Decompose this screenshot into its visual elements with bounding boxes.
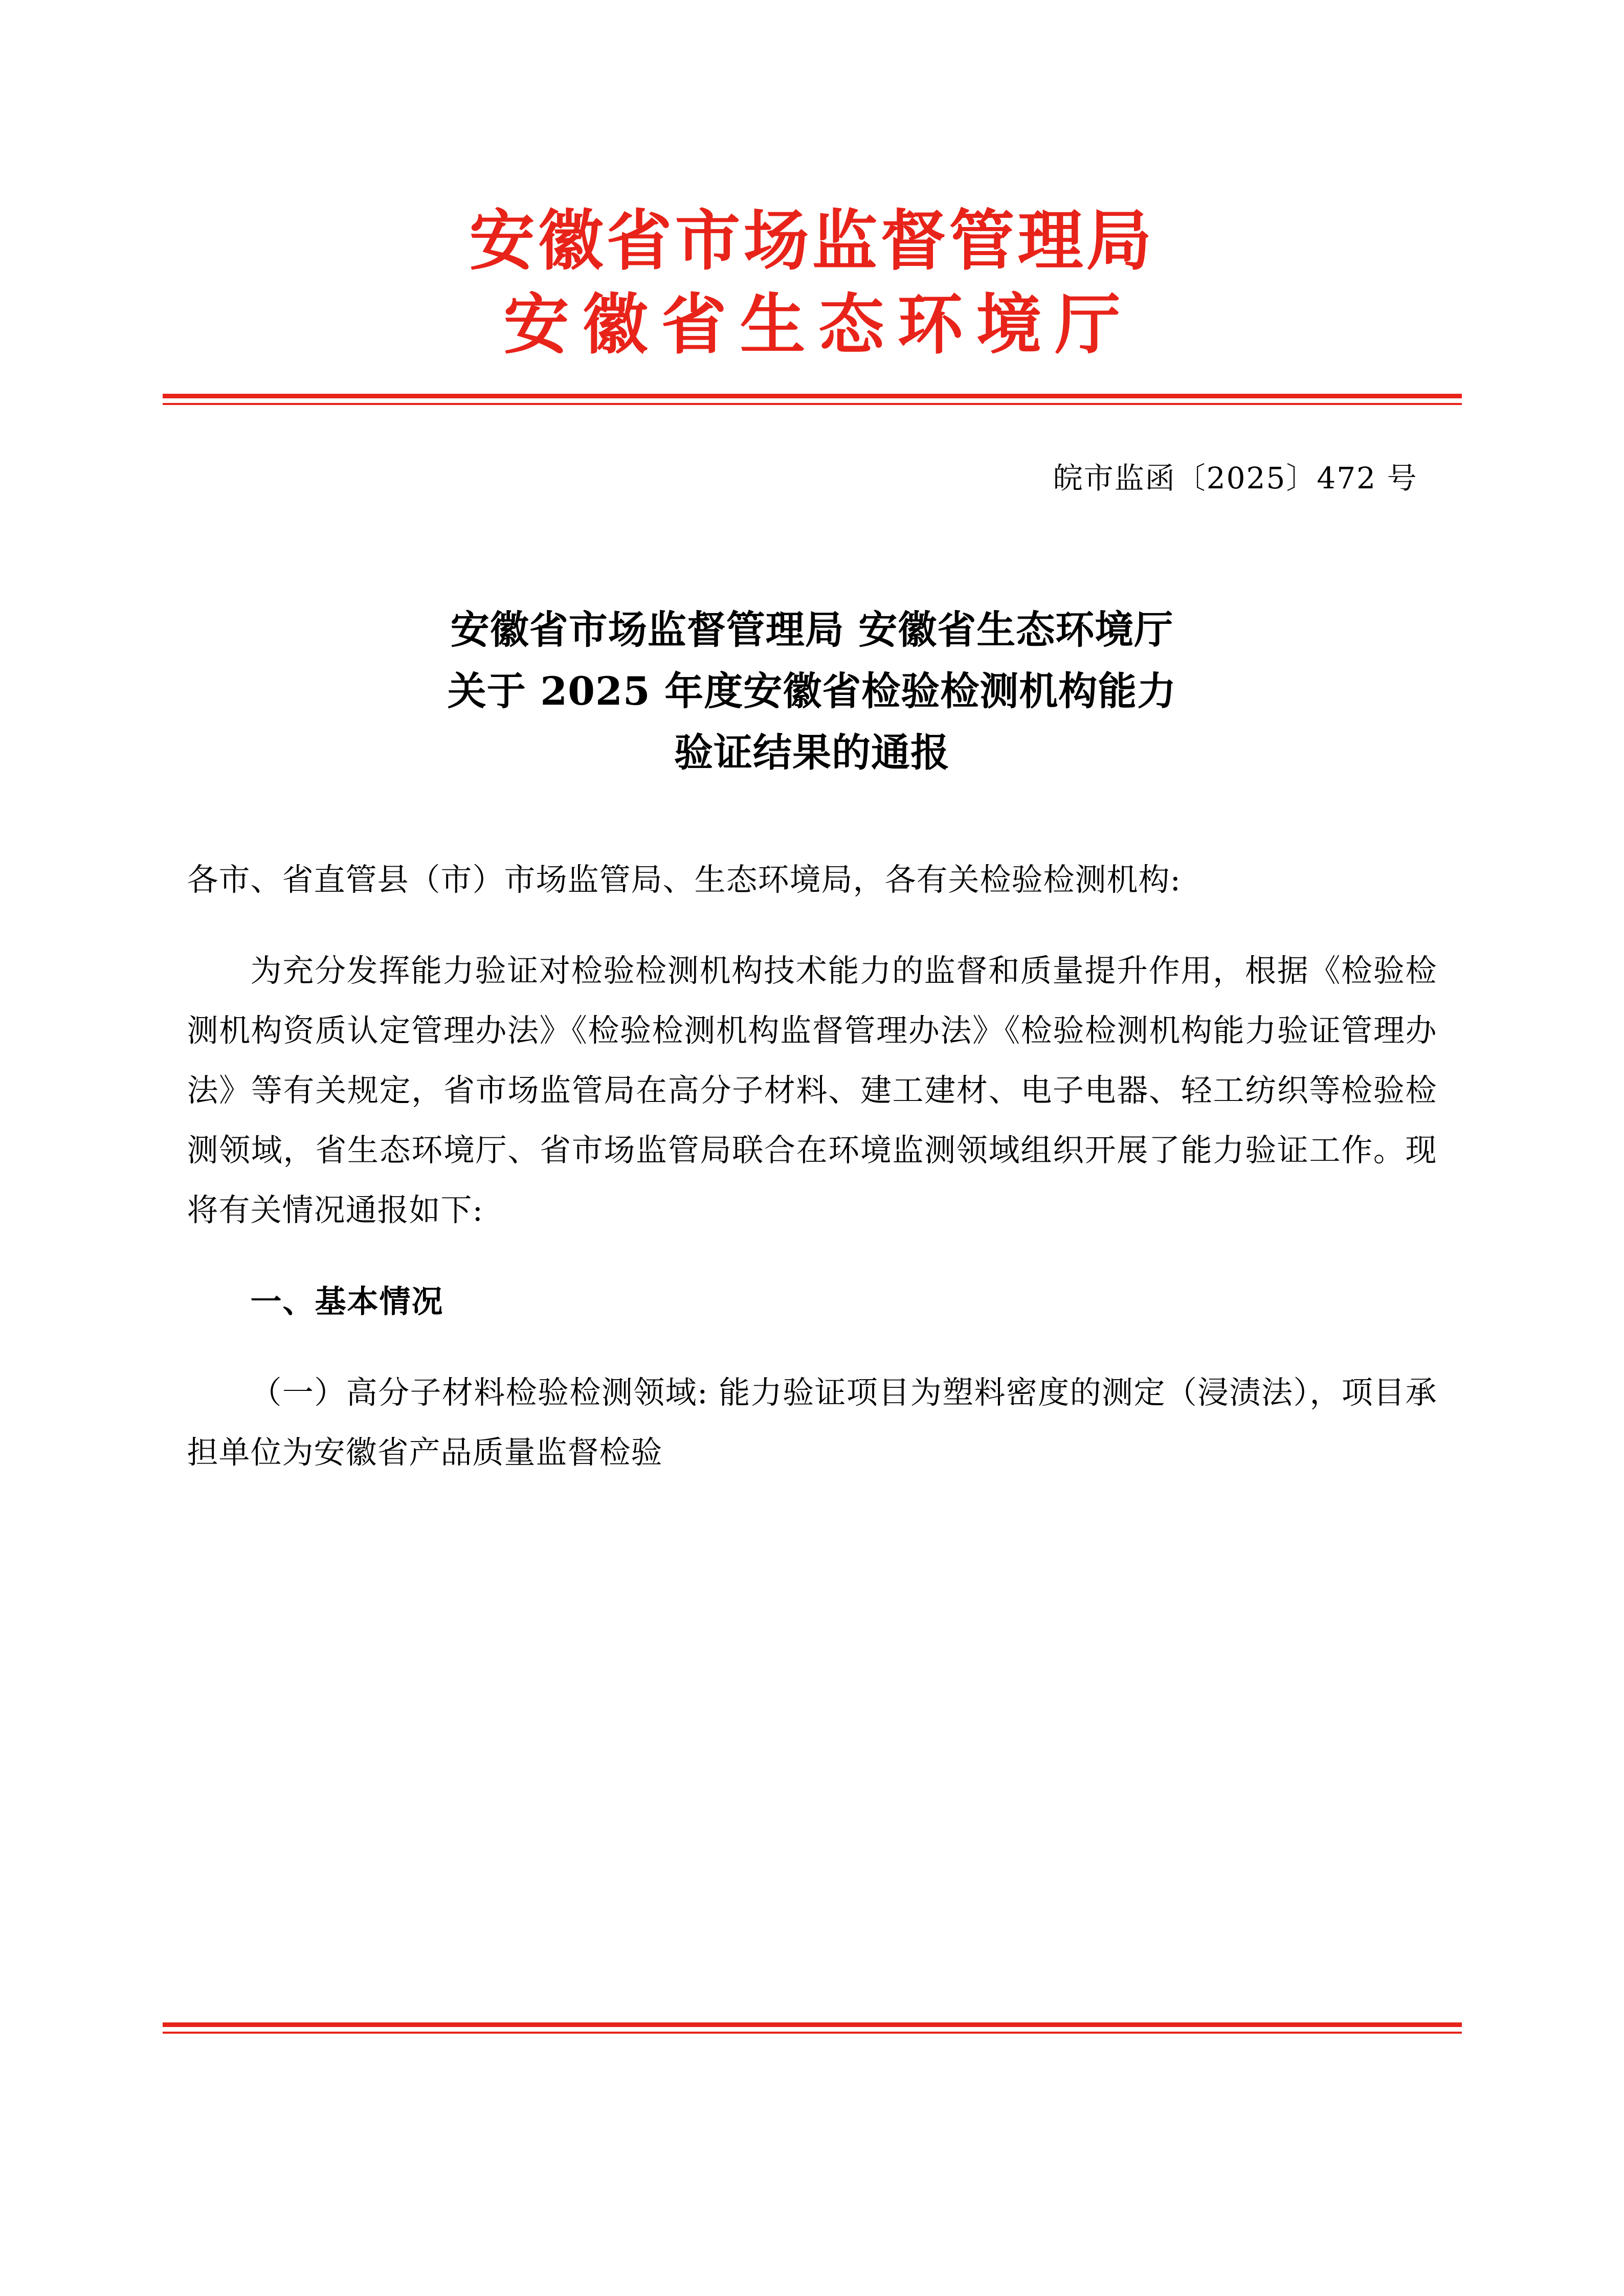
document-number: 皖市监函〔2025〕472 号 (1053, 460, 1418, 496)
letterhead-line-1: 安徽省市场监督管理局 (469, 202, 1155, 279)
title-line-2: 关于 2025 年度安徽省检验检测机构能力 (447, 668, 1177, 714)
title-line-1: 安徽省市场监督管理局 安徽省生态环境厅 (450, 606, 1174, 652)
document-number-row (163, 454, 1462, 497)
letterhead-divider (163, 394, 1462, 405)
document-body (163, 850, 1462, 1482)
footer-divider-thick-line (163, 2022, 1462, 2027)
divider-thick-line (163, 394, 1462, 398)
footer-divider (163, 2022, 1462, 2034)
letterhead (0, 0, 1624, 405)
body-paragraph-1: 为充分发挥能力验证对检验检测机构技术能力的监督和质量提升作用，根据《检验检测机构资质认定管理办法》《检验检测机构监督管理办法》《检验检测机构能力验证管理办法》等有关规定，省市场监管局在高分子材料、建工建材、电子电器、轻工纺织等检验检测领域，省生态环境厅、省市场监管局联合在环境监测领域组织开展了能力验证工作。现将有关情况通报如下: (187, 953, 1437, 1229)
salutation: 各市、省直管县（市）市场监管局、生态环境局，各有关检验检测机构: (187, 861, 1182, 898)
title-line-3: 验证结果的通报 (674, 729, 950, 775)
letterhead-line-2: 安徽省生态环境厅 (503, 286, 1134, 363)
section-heading-1: 一、基本情况 (250, 1283, 444, 1320)
footer-divider-thin-line (163, 2032, 1462, 2034)
page-title (234, 599, 1390, 783)
section-1-item-1: （一）高分子材料检验检测领域: 能力验证项目为塑料密度的测定（浸渍法），项目承担单位为安徽省产品质量监督检验 (187, 1374, 1437, 1471)
divider-thin-line (163, 403, 1462, 405)
divider-gap (163, 398, 1462, 403)
footer-divider-gap (163, 2027, 1462, 2032)
